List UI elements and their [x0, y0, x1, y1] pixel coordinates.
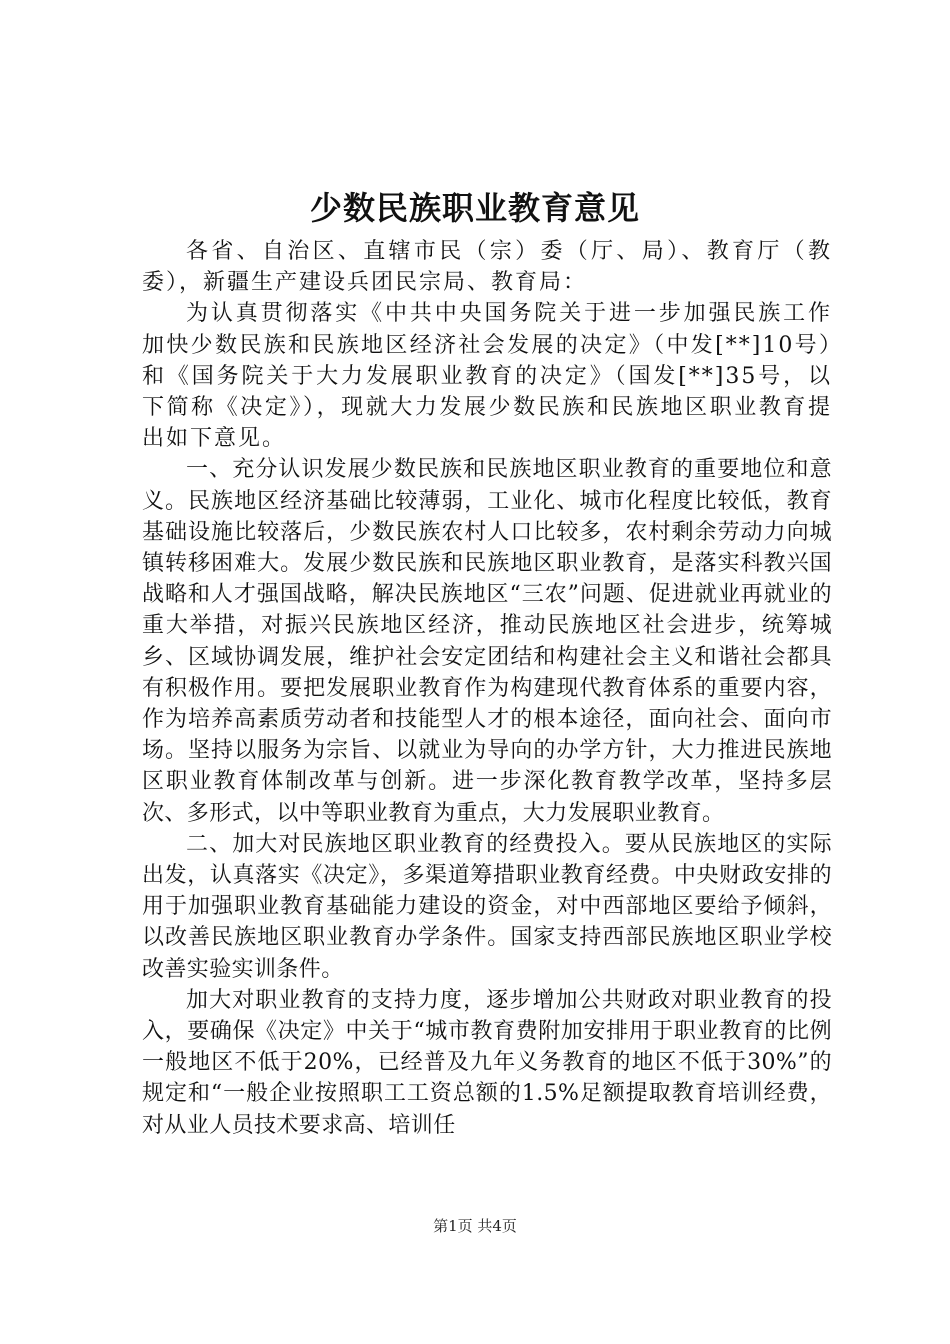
- salutation-paragraph: 各省、自治区、直辖市民（宗）委（厅、局）、教育厅（教委），新疆生产建设兵团民宗局、教育局：: [142, 239, 832, 296]
- page-number-footer: 第1页 共4页: [433, 1217, 517, 1235]
- section-1-paragraph: 一、充分认识发展少数民族和民族地区职业教育的重要地位和意义。民族地区经济基础比较薄弱，工业化、城市化程度比较低，教育基础设施比较落后，少数民族农村人口比较多，农村剩余劳动力向城镇转移困难大。发展少数民族和民族地区职业教育，是落实科教兴国战略和人才强国战略，解决民族地区“三农”问题、促进就业再就业的重大举措，对振兴民族地区经济，推动民族地区社会进步，统筹城乡、区域协调发展，维护社会安定团结和构建社会主义和谐社会都具有积极作用。要把发展职业教育作为构建现代教育体系的重要内容，作为培养高素质劳动者和技能型人才的根本途径，面向社会、面向市场。坚持以服务为宗旨、以就业为导向的办学方针，大力推进民族地区职业教育体制改革与创新。进一步深化教育教学改革，坚持多层次、多形式，以中等职业教育为重点，大力发展职业教育。: [142, 457, 832, 826]
- funding-paragraph: 加大对职业教育的支持力度，逐步增加公共财政对职业教育的投入，要确保《决定》中关于“城市教育费附加安排用于职业教育的比例一般地区不低于20%，已经普及九年义务教育的地区不低于30%”的规定和“一般企业按照职工工资总额的1.5%足额提取教育培训经费，对从业人员技术要求高、培训任: [142, 987, 832, 1138]
- section-2-paragraph: 二、加大对民族地区职业教育的经费投入。要从民族地区的实际出发，认真落实《决定》，多渠道筹措职业教育经费。中央财政安排的用于加强职业教育基础能力建设的资金，对中西部地区要给予倾斜，以改善民族地区职业教育办学条件。国家支持西部民族地区职业学校改善实验实训条件。: [142, 831, 832, 982]
- intro-paragraph: 为认真贯彻落实《中共中央国务院关于进一步加强民族工作加快少数民族和民族地区经济社会发展的决定》（中发[**]10号）和《国务院关于大力发展职业教育的决定》（国发[**]35号，以下简称《决定》），现就大力发展少数民族和民族地区职业教育提出如下意见。: [142, 301, 832, 452]
- document-body: [142, 236, 832, 1141]
- document-title: 少数民族职业教育意见: [309, 189, 640, 227]
